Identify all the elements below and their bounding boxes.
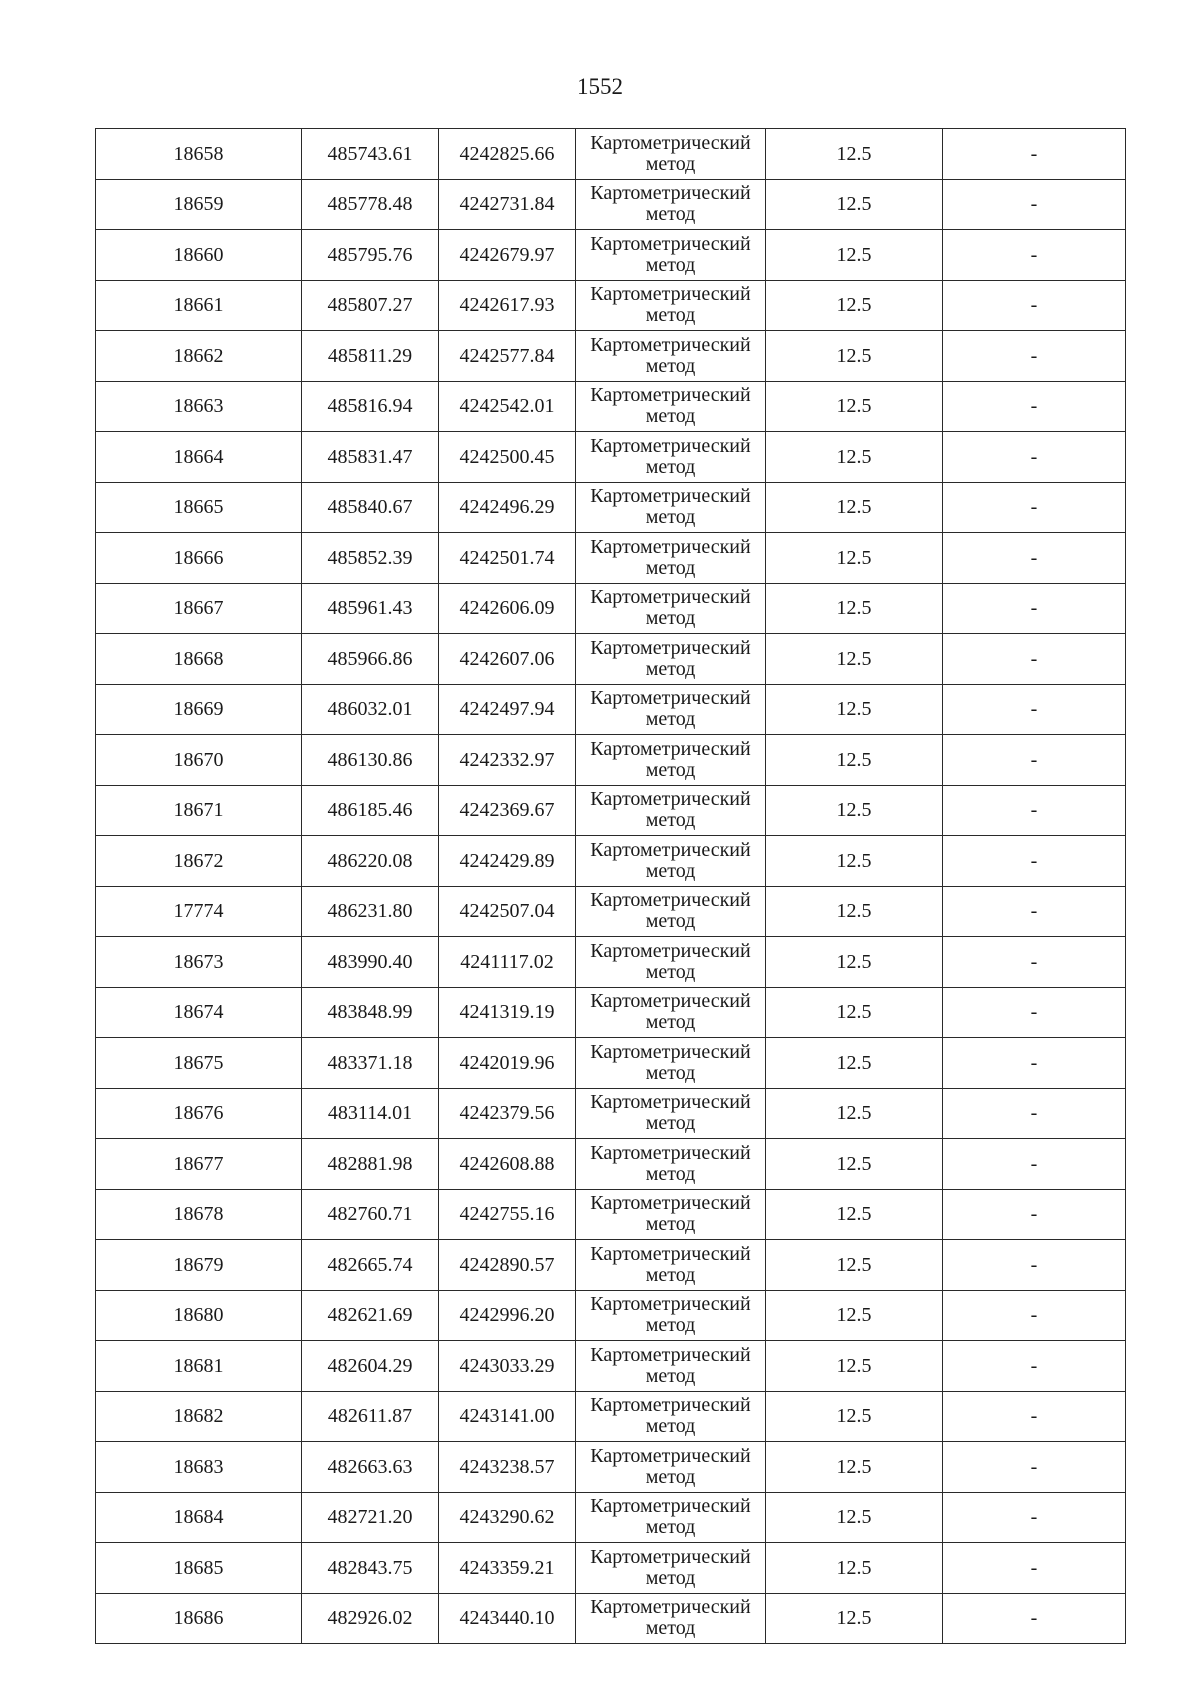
method-cell <box>576 1088 766 1139</box>
table-row <box>96 684 1126 735</box>
method-cell <box>576 937 766 988</box>
method-cell <box>576 280 766 331</box>
method-cell <box>576 331 766 382</box>
method-line-1: Картометрический <box>590 788 751 811</box>
method-line-2: метод <box>645 657 696 680</box>
note-cell: - <box>943 1593 1126 1644</box>
accuracy-cell: 12.5 <box>766 331 943 382</box>
method-line-2: метод <box>645 1364 696 1387</box>
table-row <box>96 987 1126 1038</box>
point-number-cell: 18678 <box>96 1189 302 1240</box>
method-line-2: метод <box>645 455 696 478</box>
accuracy-cell: 12.5 <box>766 987 943 1038</box>
method-line-1: Картометрический <box>590 1192 751 1215</box>
table-row <box>96 1391 1126 1442</box>
y-coordinate-cell: 4242501.74 <box>439 533 576 584</box>
accuracy-cell: 12.5 <box>766 836 943 887</box>
point-number-cell: 18663 <box>96 381 302 432</box>
note-cell: - <box>943 836 1126 887</box>
point-number-cell: 18680 <box>96 1290 302 1341</box>
note-cell: - <box>943 1240 1126 1291</box>
x-coordinate-cell: 485795.76 <box>302 230 439 281</box>
note-cell: - <box>943 331 1126 382</box>
point-number-cell: 18672 <box>96 836 302 887</box>
method-line-1: Картометрический <box>590 485 751 508</box>
method-line-2: метод <box>645 910 696 933</box>
accuracy-cell: 12.5 <box>766 937 943 988</box>
y-coordinate-cell: 4243238.57 <box>439 1442 576 1493</box>
method-cell <box>576 482 766 533</box>
x-coordinate-cell: 485961.43 <box>302 583 439 634</box>
method-line-2: метод <box>645 1263 696 1286</box>
point-number-cell: 18670 <box>96 735 302 786</box>
method-line-1: Картометрический <box>590 384 751 407</box>
accuracy-cell: 12.5 <box>766 1341 943 1392</box>
method-line-2: метод <box>645 859 696 882</box>
method-line-1: Картометрический <box>590 333 751 356</box>
y-coordinate-cell: 4242606.09 <box>439 583 576 634</box>
table-row <box>96 280 1126 331</box>
y-coordinate-cell: 4241117.02 <box>439 937 576 988</box>
table-row <box>96 1492 1126 1543</box>
table-row <box>96 886 1126 937</box>
table-row <box>96 1442 1126 1493</box>
y-coordinate-cell: 4242890.57 <box>439 1240 576 1291</box>
method-line-2: метод <box>645 152 696 175</box>
y-coordinate-cell: 4242617.93 <box>439 280 576 331</box>
method-line-1: Картометрический <box>590 283 751 306</box>
accuracy-cell: 12.5 <box>766 1543 943 1594</box>
point-number-cell: 18679 <box>96 1240 302 1291</box>
point-number-cell: 18683 <box>96 1442 302 1493</box>
point-number-cell: 18677 <box>96 1139 302 1190</box>
point-number-cell: 18659 <box>96 179 302 230</box>
method-cell <box>576 583 766 634</box>
table-row <box>96 1543 1126 1594</box>
x-coordinate-cell: 483848.99 <box>302 987 439 1038</box>
point-number-cell: 18667 <box>96 583 302 634</box>
note-cell: - <box>943 634 1126 685</box>
method-cell <box>576 1240 766 1291</box>
y-coordinate-cell: 4242496.29 <box>439 482 576 533</box>
accuracy-cell: 12.5 <box>766 482 943 533</box>
table-row <box>96 583 1126 634</box>
method-line-2: метод <box>645 556 696 579</box>
y-coordinate-cell: 4242577.84 <box>439 331 576 382</box>
method-cell <box>576 1492 766 1543</box>
method-cell <box>576 785 766 836</box>
x-coordinate-cell: 486130.86 <box>302 735 439 786</box>
note-cell: - <box>943 280 1126 331</box>
method-line-1: Картометрический <box>590 1444 751 1467</box>
note-cell: - <box>943 1442 1126 1493</box>
note-cell: - <box>943 533 1126 584</box>
note-cell: - <box>943 1391 1126 1442</box>
method-cell <box>576 1139 766 1190</box>
accuracy-cell: 12.5 <box>766 1189 943 1240</box>
table-row <box>96 1088 1126 1139</box>
method-line-2: метод <box>645 1112 696 1135</box>
y-coordinate-cell: 4242019.96 <box>439 1038 576 1089</box>
accuracy-cell: 12.5 <box>766 432 943 483</box>
accuracy-cell: 12.5 <box>766 886 943 937</box>
point-number-cell: 18669 <box>96 684 302 735</box>
point-number-cell: 18658 <box>96 129 302 180</box>
method-line-2: метод <box>645 405 696 428</box>
y-coordinate-cell: 4242542.01 <box>439 381 576 432</box>
y-coordinate-cell: 4242369.67 <box>439 785 576 836</box>
method-line-2: метод <box>645 1061 696 1084</box>
method-line-2: метод <box>645 960 696 983</box>
table-row <box>96 836 1126 887</box>
x-coordinate-cell: 485852.39 <box>302 533 439 584</box>
x-coordinate-cell: 486231.80 <box>302 886 439 937</box>
accuracy-cell: 12.5 <box>766 381 943 432</box>
method-line-2: метод <box>645 809 696 832</box>
point-number-cell: 18684 <box>96 1492 302 1543</box>
method-line-2: метод <box>645 506 696 529</box>
x-coordinate-cell: 482663.63 <box>302 1442 439 1493</box>
point-number-cell: 17774 <box>96 886 302 937</box>
note-cell: - <box>943 1543 1126 1594</box>
y-coordinate-cell: 4243141.00 <box>439 1391 576 1442</box>
accuracy-cell: 12.5 <box>766 684 943 735</box>
note-cell: - <box>943 230 1126 281</box>
point-number-cell: 18676 <box>96 1088 302 1139</box>
table-row <box>96 482 1126 533</box>
accuracy-cell: 12.5 <box>766 1240 943 1291</box>
point-number-cell: 18668 <box>96 634 302 685</box>
x-coordinate-cell: 486220.08 <box>302 836 439 887</box>
method-cell <box>576 1442 766 1493</box>
x-coordinate-cell: 485816.94 <box>302 381 439 432</box>
method-cell <box>576 1593 766 1644</box>
accuracy-cell: 12.5 <box>766 129 943 180</box>
method-line-1: Картометрический <box>590 1495 751 1518</box>
method-line-1: Картометрический <box>590 737 751 760</box>
point-number-cell: 18681 <box>96 1341 302 1392</box>
note-cell: - <box>943 1088 1126 1139</box>
method-cell <box>576 230 766 281</box>
accuracy-cell: 12.5 <box>766 785 943 836</box>
method-line-1: Картометрический <box>590 838 751 861</box>
y-coordinate-cell: 4242996.20 <box>439 1290 576 1341</box>
method-cell <box>576 533 766 584</box>
page-number: 1552 <box>577 74 623 99</box>
point-number-cell: 18673 <box>96 937 302 988</box>
x-coordinate-cell: 483114.01 <box>302 1088 439 1139</box>
note-cell: - <box>943 785 1126 836</box>
accuracy-cell: 12.5 <box>766 1593 943 1644</box>
method-cell <box>576 381 766 432</box>
method-line-2: метод <box>645 708 696 731</box>
point-number-cell: 18686 <box>96 1593 302 1644</box>
x-coordinate-cell: 482926.02 <box>302 1593 439 1644</box>
accuracy-cell: 12.5 <box>766 583 943 634</box>
method-cell <box>576 987 766 1038</box>
y-coordinate-cell: 4242500.45 <box>439 432 576 483</box>
note-cell: - <box>943 432 1126 483</box>
accuracy-cell: 12.5 <box>766 1088 943 1139</box>
method-line-1: Картометрический <box>590 1596 751 1619</box>
x-coordinate-cell: 482760.71 <box>302 1189 439 1240</box>
accuracy-cell: 12.5 <box>766 1442 943 1493</box>
method-line-1: Картометрический <box>590 586 751 609</box>
accuracy-cell: 12.5 <box>766 735 943 786</box>
table-row <box>96 331 1126 382</box>
method-line-2: метод <box>645 304 696 327</box>
table-row <box>96 1189 1126 1240</box>
method-line-2: метод <box>645 203 696 226</box>
method-line-2: метод <box>645 1314 696 1337</box>
note-cell: - <box>943 735 1126 786</box>
method-line-1: Картометрический <box>590 1242 751 1265</box>
y-coordinate-cell: 4243359.21 <box>439 1543 576 1594</box>
note-cell: - <box>943 179 1126 230</box>
point-number-cell: 18685 <box>96 1543 302 1594</box>
table-row <box>96 381 1126 432</box>
note-cell: - <box>943 1038 1126 1089</box>
method-cell <box>576 1391 766 1442</box>
method-cell <box>576 179 766 230</box>
table-row <box>96 1038 1126 1089</box>
note-cell: - <box>943 937 1126 988</box>
method-cell <box>576 634 766 685</box>
method-line-1: Картометрический <box>590 1040 751 1063</box>
x-coordinate-cell: 486185.46 <box>302 785 439 836</box>
method-cell <box>576 1189 766 1240</box>
method-line-2: метод <box>645 1213 696 1236</box>
note-cell: - <box>943 684 1126 735</box>
accuracy-cell: 12.5 <box>766 280 943 331</box>
method-line-2: метод <box>645 1617 696 1640</box>
note-cell: - <box>943 886 1126 937</box>
x-coordinate-cell: 485743.61 <box>302 129 439 180</box>
point-number-cell: 18666 <box>96 533 302 584</box>
y-coordinate-cell: 4243440.10 <box>439 1593 576 1644</box>
method-line-1: Картометрический <box>590 434 751 457</box>
note-cell: - <box>943 129 1126 180</box>
x-coordinate-cell: 483990.40 <box>302 937 439 988</box>
x-coordinate-cell: 483371.18 <box>302 1038 439 1089</box>
point-number-cell: 18665 <box>96 482 302 533</box>
y-coordinate-cell: 4242332.97 <box>439 735 576 786</box>
x-coordinate-cell: 482611.87 <box>302 1391 439 1442</box>
coordinates-table-body <box>96 129 1126 1644</box>
method-line-1: Картометрический <box>590 131 751 154</box>
y-coordinate-cell: 4243033.29 <box>439 1341 576 1392</box>
x-coordinate-cell: 485840.67 <box>302 482 439 533</box>
method-line-1: Картометрический <box>590 535 751 558</box>
y-coordinate-cell: 4242507.04 <box>439 886 576 937</box>
method-line-2: метод <box>645 1011 696 1034</box>
accuracy-cell: 12.5 <box>766 634 943 685</box>
note-cell: - <box>943 583 1126 634</box>
method-line-1: Картометрический <box>590 687 751 710</box>
accuracy-cell: 12.5 <box>766 1038 943 1089</box>
table-row <box>96 735 1126 786</box>
y-coordinate-cell: 4242679.97 <box>439 230 576 281</box>
point-number-cell: 18671 <box>96 785 302 836</box>
x-coordinate-cell: 482843.75 <box>302 1543 439 1594</box>
y-coordinate-cell: 4242607.06 <box>439 634 576 685</box>
method-line-2: метод <box>645 1415 696 1438</box>
note-cell: - <box>943 482 1126 533</box>
method-cell <box>576 1038 766 1089</box>
table-row <box>96 1139 1126 1190</box>
y-coordinate-cell: 4242608.88 <box>439 1139 576 1190</box>
method-line-2: метод <box>645 758 696 781</box>
x-coordinate-cell: 482621.69 <box>302 1290 439 1341</box>
x-coordinate-cell: 485807.27 <box>302 280 439 331</box>
point-number-cell: 18661 <box>96 280 302 331</box>
method-cell <box>576 1290 766 1341</box>
method-line-1: Картометрический <box>590 939 751 962</box>
coordinates-table <box>95 128 1126 1644</box>
x-coordinate-cell: 482604.29 <box>302 1341 439 1392</box>
point-number-cell: 18664 <box>96 432 302 483</box>
y-coordinate-cell: 4242825.66 <box>439 129 576 180</box>
method-line-1: Картометрический <box>590 232 751 255</box>
x-coordinate-cell: 486032.01 <box>302 684 439 735</box>
x-coordinate-cell: 485811.29 <box>302 331 439 382</box>
method-line-1: Картометрический <box>590 636 751 659</box>
note-cell: - <box>943 1290 1126 1341</box>
y-coordinate-cell: 4242429.89 <box>439 836 576 887</box>
note-cell: - <box>943 1492 1126 1543</box>
y-coordinate-cell: 4242731.84 <box>439 179 576 230</box>
method-cell <box>576 836 766 887</box>
method-line-1: Картометрический <box>590 1293 751 1316</box>
accuracy-cell: 12.5 <box>766 179 943 230</box>
method-line-2: метод <box>645 1162 696 1185</box>
table-row <box>96 1593 1126 1644</box>
point-number-cell: 18682 <box>96 1391 302 1442</box>
method-line-2: метод <box>645 253 696 276</box>
table-row <box>96 937 1126 988</box>
method-cell <box>576 1543 766 1594</box>
y-coordinate-cell: 4242379.56 <box>439 1088 576 1139</box>
y-coordinate-cell: 4242755.16 <box>439 1189 576 1240</box>
x-coordinate-cell: 485778.48 <box>302 179 439 230</box>
point-number-cell: 18674 <box>96 987 302 1038</box>
x-coordinate-cell: 485966.86 <box>302 634 439 685</box>
accuracy-cell: 12.5 <box>766 1139 943 1190</box>
method-cell <box>576 432 766 483</box>
note-cell: - <box>943 1139 1126 1190</box>
method-line-1: Картометрический <box>590 990 751 1013</box>
accuracy-cell: 12.5 <box>766 1290 943 1341</box>
note-cell: - <box>943 1189 1126 1240</box>
point-number-cell: 18660 <box>96 230 302 281</box>
table-row <box>96 533 1126 584</box>
method-line-2: метод <box>645 1465 696 1488</box>
accuracy-cell: 12.5 <box>766 1492 943 1543</box>
method-line-1: Картометрический <box>590 1394 751 1417</box>
table-row <box>96 1341 1126 1392</box>
table-row <box>96 179 1126 230</box>
table-row <box>96 1290 1126 1341</box>
table-row <box>96 432 1126 483</box>
method-line-2: метод <box>645 607 696 630</box>
x-coordinate-cell: 482721.20 <box>302 1492 439 1543</box>
method-line-2: метод <box>645 1516 696 1539</box>
table-row <box>96 129 1126 180</box>
point-number-cell: 18662 <box>96 331 302 382</box>
accuracy-cell: 12.5 <box>766 230 943 281</box>
method-line-2: метод <box>645 1566 696 1589</box>
method-cell <box>576 735 766 786</box>
method-cell <box>576 886 766 937</box>
x-coordinate-cell: 482665.74 <box>302 1240 439 1291</box>
method-line-1: Картометрический <box>590 1141 751 1164</box>
method-line-1: Картометрический <box>590 182 751 205</box>
y-coordinate-cell: 4243290.62 <box>439 1492 576 1543</box>
accuracy-cell: 12.5 <box>766 533 943 584</box>
method-line-1: Картометрический <box>590 1545 751 1568</box>
method-line-2: метод <box>645 354 696 377</box>
method-line-1: Картометрический <box>590 889 751 912</box>
y-coordinate-cell: 4241319.19 <box>439 987 576 1038</box>
note-cell: - <box>943 987 1126 1038</box>
note-cell: - <box>943 1341 1126 1392</box>
method-cell <box>576 129 766 180</box>
method-line-1: Картометрический <box>590 1091 751 1114</box>
method-line-1: Картометрический <box>590 1343 751 1366</box>
table-row <box>96 634 1126 685</box>
table-row <box>96 785 1126 836</box>
y-coordinate-cell: 4242497.94 <box>439 684 576 735</box>
method-cell <box>576 684 766 735</box>
accuracy-cell: 12.5 <box>766 1391 943 1442</box>
table-row <box>96 1240 1126 1291</box>
method-cell <box>576 1341 766 1392</box>
x-coordinate-cell: 485831.47 <box>302 432 439 483</box>
note-cell: - <box>943 381 1126 432</box>
table-row <box>96 230 1126 281</box>
x-coordinate-cell: 482881.98 <box>302 1139 439 1190</box>
point-number-cell: 18675 <box>96 1038 302 1089</box>
